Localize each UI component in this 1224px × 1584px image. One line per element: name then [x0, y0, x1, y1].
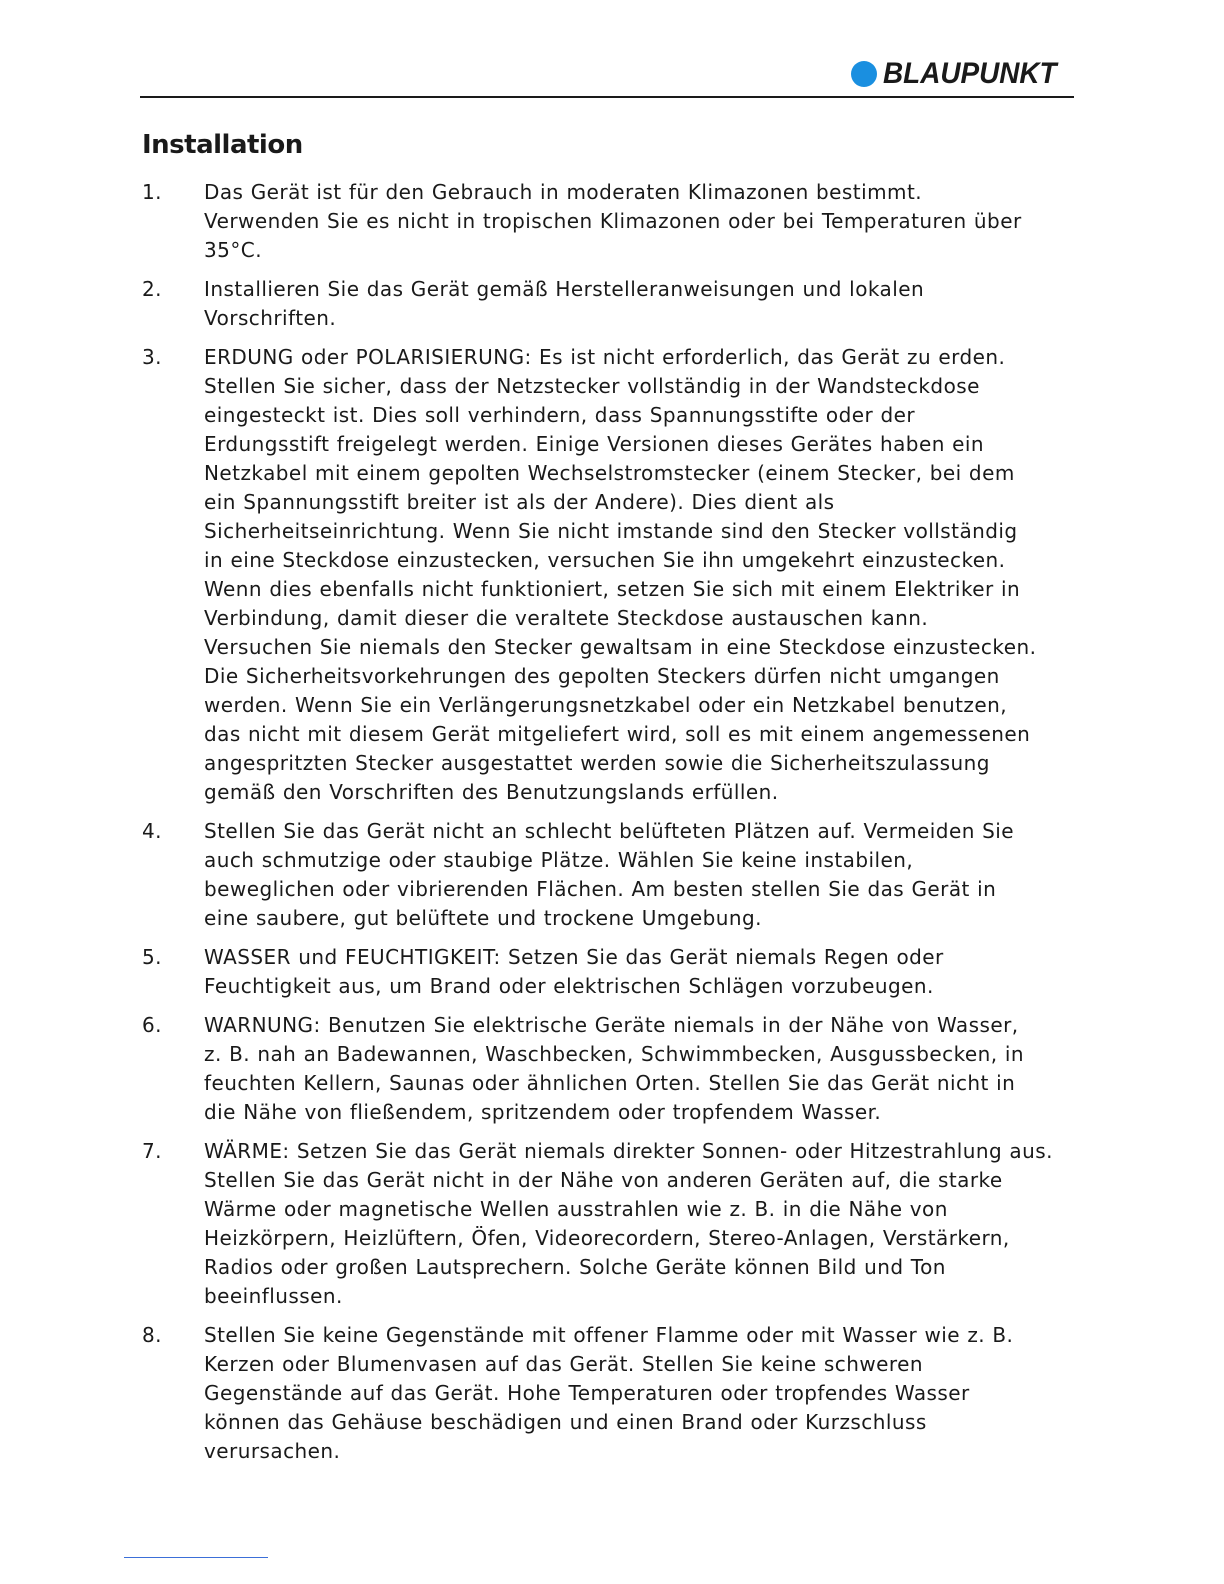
item-text: Installieren Sie das Gerät gemäß Herstelleranweisungen und lokalen Vorschriften.	[204, 277, 925, 330]
list-item	[142, 178, 1072, 265]
item-text: ERDUNG oder POLARISIERUNG: Es ist nicht erforderlich, das Gerät zu erden. Stellen Sie sicher, dass der Netzstecker vollständig in der Wandsteckdose eingesteckt ist. Dies soll verhindern, dass Spannungsstifte oder der Erdungsstift freigelegt werden. Einige Versionen dieses Gerätes haben ein Netzkabel mit einem gepolten Wechselstromstecker (einem Stecker, bei dem ein Spannungsstift breiter ist als der Andere). Dies dient als Sicherheitseinrichtung. Wenn Sie nicht imstande sind den Stecker vollständig in eine Steckdose einzustecken, versuchen Sie ihn umgekehrt einzustecken. Wenn dies ebenfalls nicht funktioniert, setzen Sie sich mit einem Elektriker in Verbindung, damit dieser die veraltete Steckdose austauschen kann. Versuchen Sie niemals den Stecker gewaltsam in eine Steckdose einzustecken. Die Sicherheitsvorkehrungen des gepolten Steckers dürfen nicht umgangen werden. Wenn Sie ein Verlängerungsnetzkabel oder ein Netzkabel benutzen, das nicht mit diesem Gerät mitgeliefert wird, soll es mit einem angemessenen angespritzten Stecker ausgestattet werden sowie die Sicherheitszulassung gemäß den Vorschriften des Benutzungslands erfüllen.	[204, 345, 1037, 804]
brand-name: BLAUPUNKT	[883, 57, 1057, 90]
list-item	[142, 343, 1072, 807]
item-text: Stellen Sie das Gerät nicht an schlecht belüfteten Plätzen auf. Vermeiden Sie auch schmutzige oder staubige Plätze. Wählen Sie keine instabilen, beweglichen oder vibrierenden Flächen. Am besten stellen Sie das Gerät in eine saubere, gut belüftete und trockene Umgebung.	[204, 819, 1015, 930]
item-number: 3.	[142, 345, 162, 369]
item-text: WASSER und FEUCHTIGKEIT: Setzen Sie das Gerät niemals Regen oder Feuchtigkeit aus, um Brand oder elektrischen Schlägen vorzubeugen.	[204, 945, 944, 998]
list-item	[142, 817, 1072, 933]
item-number: 6.	[142, 1013, 162, 1037]
item-number: 2.	[142, 277, 162, 301]
section-title: Installation	[142, 130, 303, 160]
item-text: WARNUNG: Benutzen Sie elektrische Geräte niemals in der Nähe von Wasser, z. B. nah an Badewannen, Waschbecken, Schwimmbecken, Ausgussbecken, in feuchten Kellern, Saunas oder ähnlichen Orten. Stellen Sie das Gerät nicht in die Nähe von fließendem, spritzendem oder tropfendem Wasser.	[204, 1013, 1025, 1124]
item-number: 1.	[142, 180, 162, 204]
list-item	[142, 1321, 1072, 1466]
page-header	[140, 52, 1074, 98]
item-text: Stellen Sie keine Gegenstände mit offener Flamme oder mit Wasser wie z. B. Kerzen oder Blumenvasen auf das Gerät. Stellen Sie keine schweren Gegenstände auf das Gerät. Hohe Temperaturen oder tropfendes Wasser können das Gehäuse beschädigen und einen Brand oder Kurzschluss verursachen.	[204, 1323, 1014, 1463]
footer-divider	[124, 1557, 268, 1558]
item-text: WÄRME: Setzen Sie das Gerät niemals direkter Sonnen- oder Hitzestrahlung aus. Stellen Sie das Gerät nicht in der Nähe von anderen Geräten auf, die starke Wärme oder magnetische Wellen ausstrahlen wie z. B. in die Nähe von Heizkörpern, Heizlüftern, Öfen, Videorecordern, Stereo-Anlagen, Verstärkern, Radios oder großen Lautsprechern. Solche Geräte können Bild und Ton beeinflussen.	[204, 1139, 1053, 1308]
list-item	[142, 275, 1072, 333]
list-item	[142, 1011, 1072, 1127]
list-item	[142, 1137, 1072, 1311]
list-item	[142, 943, 1072, 1001]
instruction-list	[142, 178, 1072, 1476]
blue-dot-logo-icon	[851, 61, 877, 87]
item-number: 7.	[142, 1139, 162, 1163]
item-number: 4.	[142, 819, 162, 843]
item-number: 8.	[142, 1323, 162, 1347]
item-number: 5.	[142, 945, 162, 969]
brand-logo	[851, 57, 1070, 91]
item-text: Das Gerät ist für den Gebrauch in moderaten Klimazonen bestimmt. Verwenden Sie es nicht in tropischen Klimazonen oder bei Temperaturen über 35°C.	[204, 180, 1022, 262]
